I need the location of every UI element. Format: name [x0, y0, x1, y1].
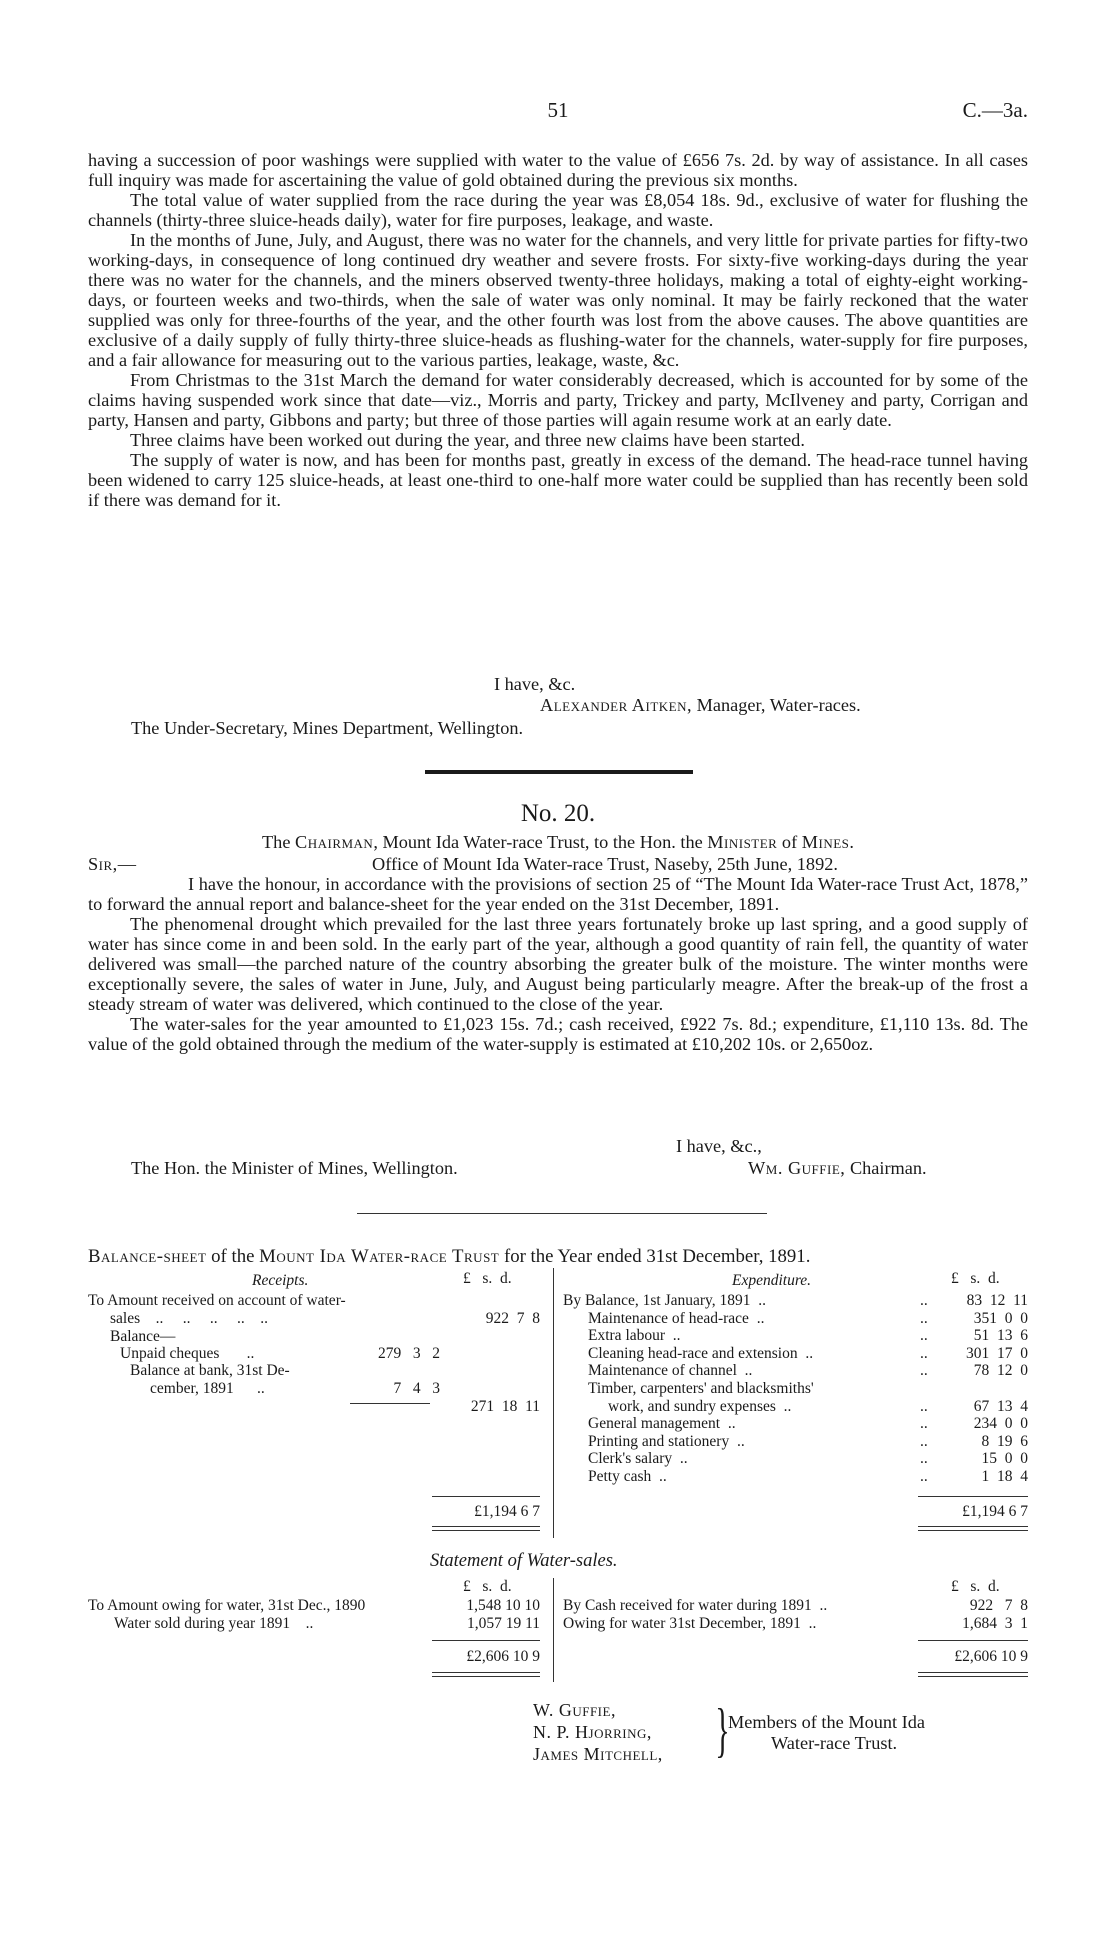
signatory-title: Manager, Water-races. — [696, 695, 861, 715]
column-divider — [553, 1268, 554, 1538]
expenditure-label: Maintenance of channel .. .. — [588, 1362, 928, 1379]
office-address: Office of Mount Ida Water-race Trust, Naseby, 25th June, 1892. — [372, 854, 838, 874]
section-divider — [425, 770, 693, 774]
water-sales-amount: 1,057 19 11 — [466, 1615, 540, 1632]
water-sales-amount: 922 7 8 — [969, 1597, 1028, 1614]
expenditure-amount: 15 0 0 — [981, 1450, 1028, 1467]
closing: I have, &c., — [676, 1136, 762, 1156]
receipt-label: Unpaid cheques .. — [120, 1345, 255, 1362]
paragraph: The phenomenal drought which prevailed for the last three years fortunately broke up last spring, and a good supply of water has since come in and been sold. In the early part of the year, although a good quantity of rain fell, the quantity of water delivered was small—the parched nature of the country absorbing the greater bulk of the moisture. The winter months were exceptionally severe, the sales of water in June, July, and August being particularly meagre. After the break-up of the frost a steady stream of water was delivered, which continued to the close of the year. — [88, 914, 1028, 1014]
water-sales-amount: 1,548 10 10 — [466, 1597, 540, 1614]
expenditure-label: Cleaning head-race and extension .. .. — [588, 1345, 928, 1362]
salutation-line — [88, 854, 1028, 874]
addressee: The Hon. the Minister of Mines, Wellington. — [131, 1158, 458, 1178]
receipt-amount: 922 7 8 — [485, 1310, 540, 1327]
receipt-amount: 279 3 2 — [378, 1345, 440, 1362]
closing: I have, &c. — [494, 674, 576, 694]
expenditure-amount: 83 12 11 — [966, 1292, 1028, 1309]
receipt-total: £1,194 6 7 — [474, 1503, 540, 1520]
expenditure-amount: 67 13 4 — [973, 1398, 1028, 1415]
salutation: Sir,— — [88, 854, 137, 874]
expenditure-amount: 234 0 0 — [973, 1415, 1028, 1432]
receipt-label: Balance at bank, 31st De- — [130, 1362, 290, 1379]
signatory-block — [748, 1158, 927, 1179]
subtotal-rule — [350, 1403, 430, 1404]
signatory-name: Wm. Guffie, — [748, 1158, 846, 1178]
water-sales-label: By Cash received for water during 1891 .. — [563, 1597, 828, 1614]
total-rule — [918, 1496, 1028, 1497]
expenditure-heading: Expenditure. — [732, 1272, 812, 1289]
paragraph: The water-sales for the year amounted to £1,023 15s. 7d.; cash received, £922 7s. 8d.; expenditure, £1,110 13s. 8d. The value of the gold obtained through the medium of the water-supply is estimated at £10,202 10s. or 2,650oz. — [88, 1014, 1028, 1054]
member-name: N. P. Hjorring, — [533, 1722, 652, 1742]
double-rule — [918, 1526, 1028, 1531]
signatory-name: Alexander Aitken, — [540, 695, 693, 715]
expenditure-amount: 301 17 0 — [966, 1345, 1028, 1362]
receipt-label: To Amount received on account of water- — [88, 1292, 346, 1309]
receipt-amount: 271 18 11 — [470, 1398, 540, 1415]
report-body — [88, 150, 1028, 510]
paragraph: Three claims have been worked out during the year, and three new claims have been started. — [130, 430, 805, 450]
expenditure-label: Printing and stationery .. .. — [588, 1433, 928, 1450]
expenditure-amount: 351 0 0 — [973, 1310, 1028, 1327]
divider — [357, 1213, 767, 1214]
letter-no-20 — [88, 832, 1028, 1054]
total-rule — [432, 1640, 540, 1641]
expenditure-label: General management .. .. — [588, 1415, 928, 1432]
water-sales-label: Water sold during year 1891 .. — [114, 1615, 314, 1632]
column-divider — [553, 1578, 554, 1682]
expenditure-label: Timber, carpenters' and blacksmiths' — [588, 1380, 814, 1397]
addressee: The Under-Secretary, Mines Department, Wellington. — [131, 718, 524, 738]
signatory-block — [540, 695, 861, 716]
receipt-label: cember, 1891 .. — [150, 1380, 265, 1397]
expenditure-total: £1,194 6 7 — [962, 1503, 1028, 1520]
water-sales-total: £2,606 10 9 — [466, 1648, 540, 1665]
double-rule — [432, 1672, 540, 1677]
paragraph: I have the honour, in accordance with the provisions of section 25 of “The Mount Ida Water-race Trust Act, 1878,” to forward the annual report and balance-sheet for the year ended on the 31st December, 1891. — [88, 874, 1028, 914]
brace: } — [715, 1697, 730, 1763]
expenditure-label: Maintenance of head-race .. .. — [588, 1310, 928, 1327]
water-sales-heading: Statement of Water-sales. — [430, 1551, 618, 1571]
receipts-heading: Receipts. — [252, 1272, 309, 1289]
page-number: 51 — [547, 98, 569, 122]
document-code: C.—3a. — [962, 98, 1028, 122]
paragraph: having a succession of poor washings were supplied with water to the value of £656 7s. 2d. by way of assistance. In all cases full inquiry was made for ascertaining the value of gold obtained during the previous six months. — [88, 150, 1028, 190]
expenditure-label: Extra labour .. .. — [588, 1327, 928, 1344]
double-rule — [432, 1526, 540, 1531]
receipt-amount: 7 4 3 — [393, 1380, 440, 1397]
expenditure-label: By Balance, 1st January, 1891 .. .. — [563, 1292, 928, 1309]
members-caption: Water-race Trust. — [771, 1733, 898, 1753]
expenditure-amount: 51 13 6 — [973, 1327, 1028, 1344]
expenditure-label: work, and sundry expenses .. .. — [608, 1398, 928, 1415]
members-caption: Members of the Mount Ida — [728, 1712, 925, 1732]
signatory-title: Chairman. — [849, 1158, 927, 1178]
expenditure-label: Clerk's salary .. .. — [588, 1450, 928, 1467]
expenditure-amount: 8 19 6 — [981, 1433, 1028, 1450]
water-sales-amount: 1,684 3 1 — [962, 1615, 1028, 1632]
water-sales-label: Owing for water 31st December, 1891 .. — [563, 1615, 817, 1632]
lsd-heading: £ s. d. — [463, 1578, 512, 1595]
lsd-heading: £ s. d. — [951, 1578, 1000, 1595]
paragraph: The total value of water supplied from the race during the year was £8,054 18s. 9d., exclusive of water for flushing the channels (thirty-three sluice-heads daily), water for fire purposes, leakage, and waste. — [88, 190, 1028, 230]
water-sales-total: £2,606 10 9 — [954, 1648, 1028, 1665]
total-rule — [432, 1496, 540, 1497]
letter-subtitle: The Chairman, Mount Ida Water-race Trust, to the Hon. the Minister of Mines. — [262, 832, 854, 852]
member-name: W. Guffie, — [533, 1700, 616, 1720]
paragraph: The supply of water is now, and has been for months past, greatly in excess of the demand. The head-race tunnel having been widened to carry 125 sluice-heads, at least one-third to one-half more water could be supplied than has recently been sold if there was demand for it. — [88, 450, 1028, 510]
paragraph: In the months of June, July, and August, there was no water for the channels, and very little for private parties for fifty-two working-days, in consequence of long continued dry weather and severe frosts. For sixty-five working-days during the year there was no water for the channels, and the miners observed twenty-three holidays, making a total of eighty-eight working-days, or fourteen weeks and two-thirds, when the sale of water was only nominal. It may be fairly reckoned that the water supplied was only for three-fourths of the year, and the other fourth was lost from the above causes. The above quantities are exclusive of a daily supply of fully thirty-three sluice-heads as flushing-water for the channels, water-supply for fire purposes, and a fair allowance for measuring out to the various parties, leakage, waste, &c. — [88, 230, 1028, 370]
lsd-heading: £ s. d. — [951, 1270, 1000, 1287]
paragraph: From Christmas to the 31st March the demand for water considerably decreased, which is accounted for by some of the claims having suspended work since that date—viz., Morris and party, Trickey and party, McIlveney and party, Corrigan and party, Hansen and party, Gibbons and party; but three of those parties will again resume work at an early date. — [88, 370, 1028, 430]
page-header — [88, 98, 1028, 126]
expenditure-amount: 78 12 0 — [973, 1362, 1028, 1379]
double-rule — [918, 1672, 1028, 1677]
expenditure-amount: 1 18 4 — [981, 1468, 1028, 1485]
total-rule — [918, 1640, 1028, 1641]
section-heading: No. 20. — [520, 800, 596, 827]
receipt-label: sales .. .. .. .. .. — [110, 1310, 269, 1327]
receipt-label: Balance— — [110, 1328, 176, 1345]
water-sales-label: To Amount owing for water, 31st Dec., 1890 — [88, 1597, 366, 1614]
lsd-heading: £ s. d. — [463, 1270, 512, 1287]
member-name: James Mitchell, — [533, 1744, 663, 1764]
expenditure-label: Petty cash .. .. — [588, 1468, 928, 1485]
balance-sheet-title: Balance-sheet of the Mount Ida Water-race Trust for the Year ended 31st December, 1891. — [88, 1246, 811, 1267]
